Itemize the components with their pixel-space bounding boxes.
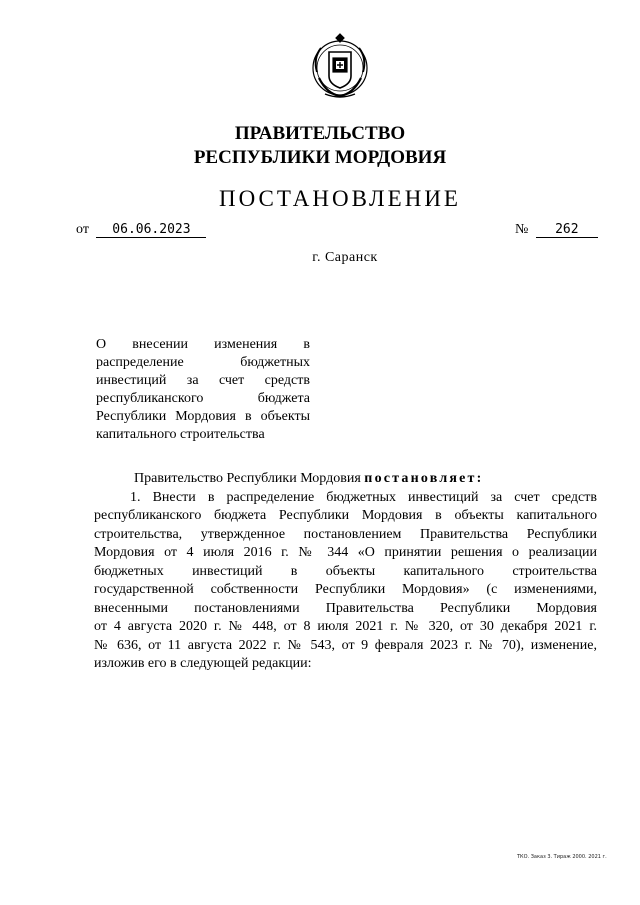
city-label: г. Саранск (312, 250, 378, 265)
subject-line: республиканского бюджета (96, 391, 310, 406)
paragraph-line: бюджетных инвестиций в объекты капитального строительства (94, 563, 597, 579)
paragraph-line: внесенными постановлениями Правительства Республики Мордовия (94, 600, 597, 616)
number-prefix: № (515, 222, 529, 237)
intro-line (94, 470, 597, 489)
date-value: 06.06.2023 (96, 222, 206, 238)
subject-line: капитального строительства (96, 427, 265, 442)
subject-line: О внесении изменения в (96, 337, 310, 352)
paragraph-line: № 636, от 11 августа 2022 г. № 543, от 9 февраля 2023 г. № 70), изменение, (94, 637, 597, 653)
subject-block (96, 336, 310, 444)
subject-line: инвестиций за счет средств (96, 373, 310, 388)
paragraph-line: строительства, утвержденное постановлением Правительства Республики (94, 526, 597, 542)
paragraph-line: республиканского бюджета Республики Мордовия в объекты капитального (94, 508, 597, 523)
number-value: 262 (536, 222, 598, 238)
paragraph-line: изложив его в следующей редакции: (94, 656, 312, 671)
republic-title: РЕСПУБЛИКИ МОРДОВИЯ (193, 147, 447, 168)
decree-verb: постановляет: (364, 471, 484, 486)
government-title: ПРАВИТЕЛЬСТВО (234, 123, 406, 144)
subject-line: распределение бюджетных (96, 355, 310, 370)
coat-of-arms-emblem (307, 28, 373, 102)
paragraph-line: 1. Внести в распределение бюджетных инвестиций за счет средств (130, 489, 597, 505)
document-type-heading: ПОСТАНОВЛЕНИЕ (219, 186, 461, 211)
date-prefix: от (76, 222, 89, 237)
subject-line: Республики Мордовия в объекты (96, 409, 310, 424)
number-field (515, 222, 598, 238)
intro-text: Правительство Республики Мордовия (134, 471, 361, 486)
paragraph-line: государственной собственности Республики Мордовия» (с изменениями, (94, 582, 597, 597)
decree-body (94, 470, 597, 674)
print-info: ТКО. Заказ 3. Тираж 2000. 2021 г. (517, 854, 607, 860)
paragraph-line: от 4 августа 2020 г. № 448, от 8 июля 2021 г. № 320, от 30 декабря 2021 г. (94, 619, 597, 634)
paragraph-line: Мордовия от 4 июля 2016 г. № 344 «О принятии решения о реализации (94, 545, 597, 560)
date-field (76, 222, 206, 238)
